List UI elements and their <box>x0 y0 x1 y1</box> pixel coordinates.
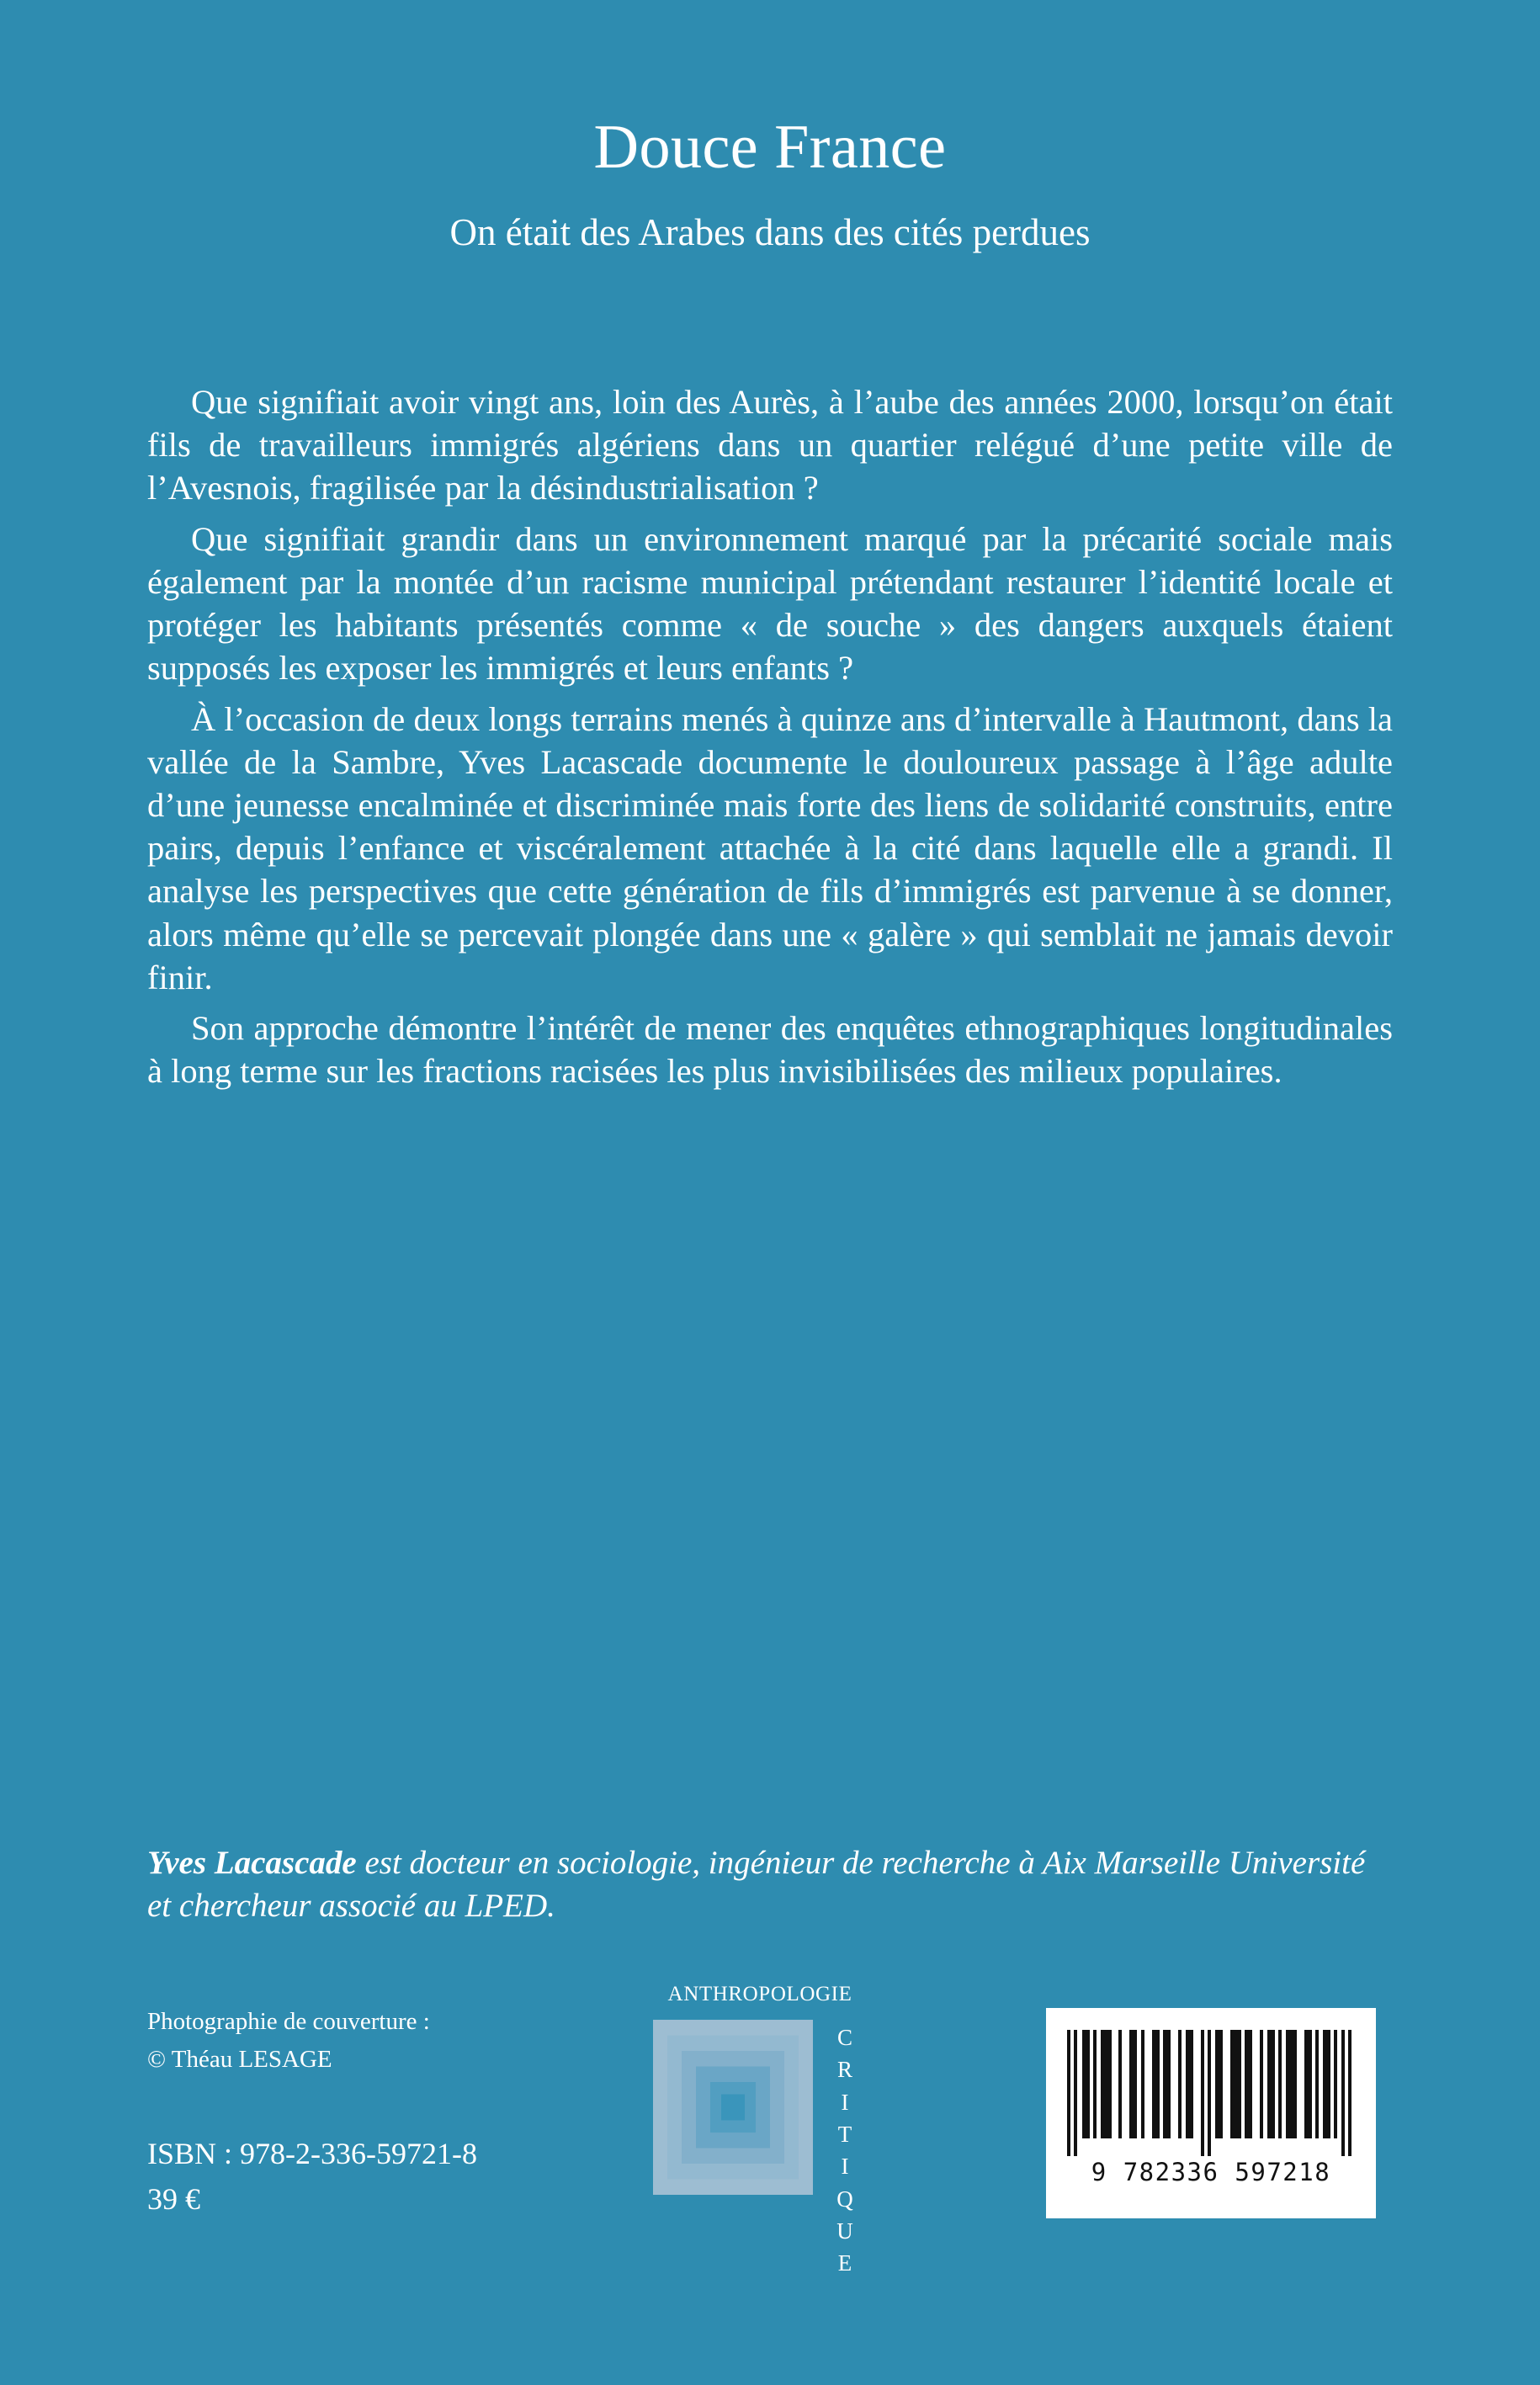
barcode-bar <box>1315 2030 1319 2138</box>
barcode-bar <box>1101 2030 1112 2138</box>
barcode-bar <box>1074 2030 1077 2156</box>
barcode-bar <box>1201 2030 1204 2156</box>
collection-label-letter: T <box>837 2121 852 2147</box>
author-biography-text: est docteur en sociologie, ingénieur de recherche à Aix Marseille Université et chercheur associé au LPED. <box>147 1845 1366 1925</box>
photo-credit-author: © Théau LESAGE <box>147 2045 332 2073</box>
author-name: Yves Lacascade <box>147 1845 357 1881</box>
price-text: 39 € <box>147 2182 200 2216</box>
barcode-bar <box>1267 2030 1275 2138</box>
page-title: Douce France <box>593 113 947 182</box>
blurb-paragraph-3: À l’occasion de deux longs terrains menés à quinze ans d’intervalle à Hautmont, dans la vallée de la Sambre, Yves Lacascade documente le douloureux passage à l’âge adulte d’une jeunesse encalminée et discriminée mais forte des liens de solidarité construits, entre pairs, depuis l’enfance et viscéralement attachée à la cité dans laquelle elle a grandi. Il analyse les perspectives que cette génération de fils d’immigrés est parvenue à se donner, alors même qu’elle se percevait plongée dans une « galère » qui semblait ne jamais devoir finir. <box>147 699 1393 996</box>
barcode-bar <box>1260 2030 1263 2138</box>
collection-label-critique <box>828 2021 862 2280</box>
barcode-bar <box>1093 2030 1097 2138</box>
barcode-bar <box>1230 2030 1241 2138</box>
author-biography <box>147 1841 1393 1928</box>
barcode-bar <box>1178 2030 1182 2138</box>
barcode-bar <box>1152 2030 1160 2138</box>
collection-label-letter: E <box>837 2250 852 2276</box>
isbn-price-block <box>147 2131 477 2222</box>
collection-label-letter: I <box>841 2154 849 2180</box>
barcode-bar <box>1186 2030 1193 2138</box>
barcode-bar <box>1334 2030 1337 2138</box>
nested-squares-icon <box>653 2020 813 2195</box>
barcode-bar <box>1245 2030 1252 2138</box>
footer <box>0 1983 1540 2276</box>
barcode-bar <box>1341 2030 1345 2156</box>
book-subtitle: On était des Arabes dans des cités perdues <box>449 211 1091 253</box>
collection-label-anthropologie: ANTHROPOLOGIE <box>667 1983 852 2005</box>
collection-label-letter: Q <box>836 2186 853 2212</box>
barcode <box>1046 2008 1376 2218</box>
barcode-bar <box>1348 2030 1351 2156</box>
blurb-paragraph-4: Son approche démontre l’intérêt de mener des enquêtes ethnographiques longitudinales à long terme sur les fractions racisées les plus invisibilisées des milieux populaires. <box>147 1009 1393 1091</box>
blurb-paragraph-2: Que signifiait grandir dans un environnement marqué par la précarité sociale mais également par la montée d’un racisme municipal prétendant restaurer l’identité locale et protéger les habitants présentés comme « de souche » des dangers auxquels étaient supposés les exposer les immigrés et leurs enfants ? <box>147 519 1393 688</box>
barcode-bar <box>1278 2030 1282 2138</box>
isbn-text: ISBN : 978-2-336-59721-8 <box>147 2137 477 2170</box>
barcode-number: 9 782336 597218 <box>1091 2158 1331 2186</box>
collection-logo <box>646 1983 890 2276</box>
collection-label-letter: R <box>836 2057 852 2083</box>
barcode-bars <box>1067 2030 1355 2156</box>
barcode-bar <box>1082 2030 1090 2138</box>
barcode-bar <box>1141 2030 1144 2138</box>
barcode-bar <box>1129 2030 1137 2138</box>
barcode-bar <box>1215 2030 1223 2138</box>
barcode-bar <box>1304 2030 1312 2138</box>
collection-label-letter: I <box>841 2089 849 2115</box>
blurb-paragraph-1: Que signifiait avoir vingt ans, loin des Aurès, à l’aube des années 2000, lorsqu’on était fils de travailleurs immigrés algériens dans un quartier relégué d’une petite ville de l’Avesnois, fragilisée par la désindustrialisation ? <box>147 383 1393 507</box>
barcode-bar <box>1208 2030 1211 2156</box>
barcode-bar <box>1118 2030 1122 2138</box>
blurb-text <box>147 380 1393 1093</box>
collection-label-letter: C <box>836 2025 852 2050</box>
barcode-bar <box>1067 2030 1070 2156</box>
collection-label-letter: U <box>836 2218 853 2244</box>
barcode-bar <box>1163 2030 1171 2138</box>
photo-credit <box>147 2003 585 2079</box>
barcode-bar <box>1286 2030 1297 2138</box>
photo-credit-label: Photographie de couverture : <box>147 2008 430 2035</box>
title-block <box>0 113 1540 253</box>
barcode-bar <box>1323 2030 1330 2138</box>
